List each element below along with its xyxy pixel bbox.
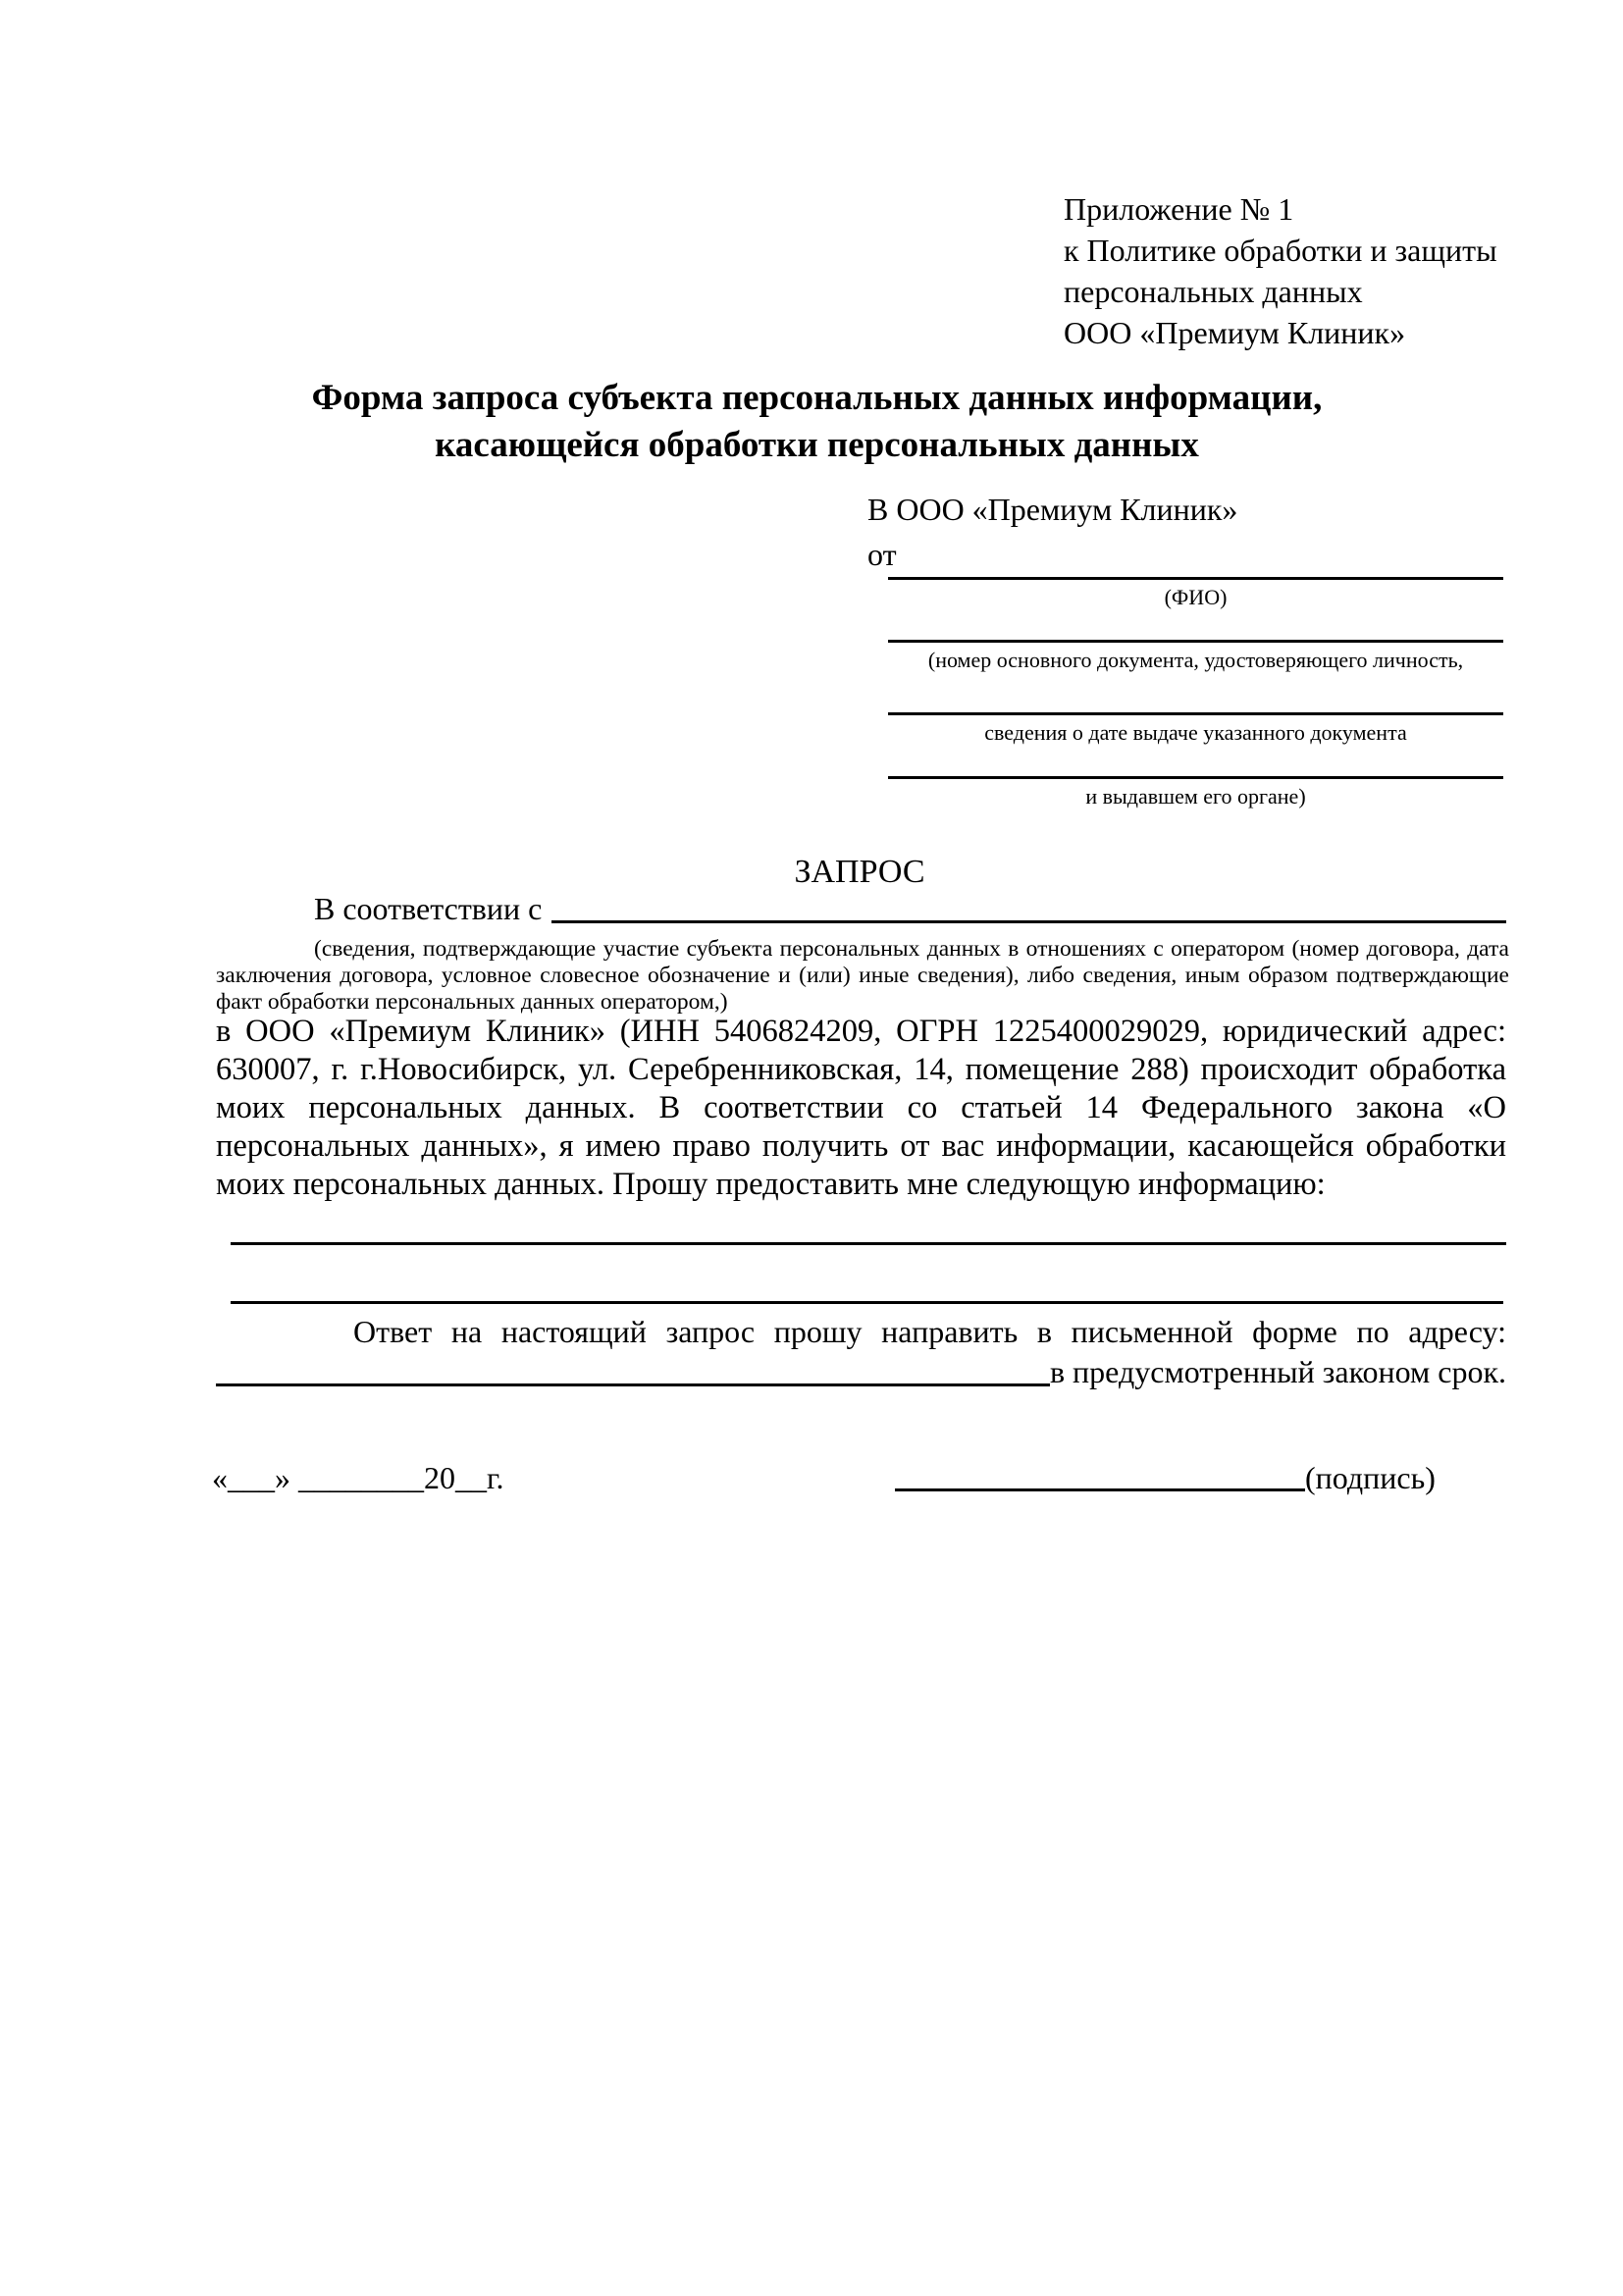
document-number-blank-line [888, 640, 1503, 643]
information-blank-line-2 [231, 1301, 1503, 1304]
reply-address-blank-line [216, 1383, 1050, 1386]
reply-paragraph-tail: в предусмотренный законом срок. [1049, 1354, 1506, 1389]
appendix-note-line: персональных данных [1064, 274, 1363, 309]
addressee-block [867, 487, 1237, 577]
issue-date-caption: сведения о дате выдаче указанного документа [984, 720, 1407, 745]
reply-paragraph-line2 [216, 1352, 1506, 1391]
appendix-note-line: ООО «Премиум Клиник» [1064, 315, 1406, 350]
addressee-from-label: от [867, 537, 897, 572]
fio-caption: (ФИО) [1164, 585, 1228, 609]
document-title [167, 375, 1467, 469]
appendix-note [1064, 188, 1497, 353]
signature-caption: (подпись) [1305, 1460, 1436, 1495]
intro-caption: (сведения, подтверждающие участие субъекта персональных данных в отношениях с оператором (номер договора, дата заключения договора, условное словесное обозначение и (или) иные сведения), либо сведения, иным образом подтверждающие факт обработки персональных данных оператором,) [216, 936, 1509, 1015]
appendix-note-line: к Политике обработки и защиты [1064, 233, 1497, 268]
document-title-line2: касающейся обработки персональных данных [435, 425, 1199, 465]
signature-row [895, 1458, 1436, 1497]
issuing-authority-caption: и выдавшем его органе) [1085, 784, 1306, 809]
date-blank-line: «___» ________20__г. [212, 1460, 504, 1495]
intro-blank-line [551, 920, 1506, 923]
fio-blank-line [888, 577, 1503, 580]
intro-lead: В соответствии с [314, 891, 543, 926]
appendix-note-line: Приложение № 1 [1064, 191, 1294, 227]
document-number-caption: (номер основного документа, удостоверяющего личность, [927, 648, 1464, 672]
request-heading: ЗАПРОС [794, 854, 925, 890]
issuing-authority-blank-line [888, 776, 1503, 779]
document-title-line1: Форма запроса субъекта персональных данных информации, [311, 378, 1323, 418]
reply-paragraph-line1: Ответ на настоящий запрос прошу направить в письменной форме по адресу: [353, 1314, 1506, 1349]
intro-row [216, 889, 1506, 928]
addressee-organization: В ООО «Премиум Клиник» [867, 492, 1238, 527]
body-paragraph: в ООО «Премиум Клиник» (ИНН 5406824209, ОГРН 1225400029029, юридический адрес: 630007, г. г.Новосибирск, ул. Серебренниковская, 14, помещение 288) происходит обработка моих персональных данных. В соответствии со статьей 14 Федерального закона «О персональных данных», я имею право получить от вас информации, касающейся обработки моих персональных данных. Прошу предоставить мне следующую информацию: [216, 1014, 1506, 1202]
information-blank-line-1 [231, 1242, 1506, 1245]
signature-blank-line [895, 1488, 1305, 1491]
issue-date-blank-line [888, 712, 1503, 715]
